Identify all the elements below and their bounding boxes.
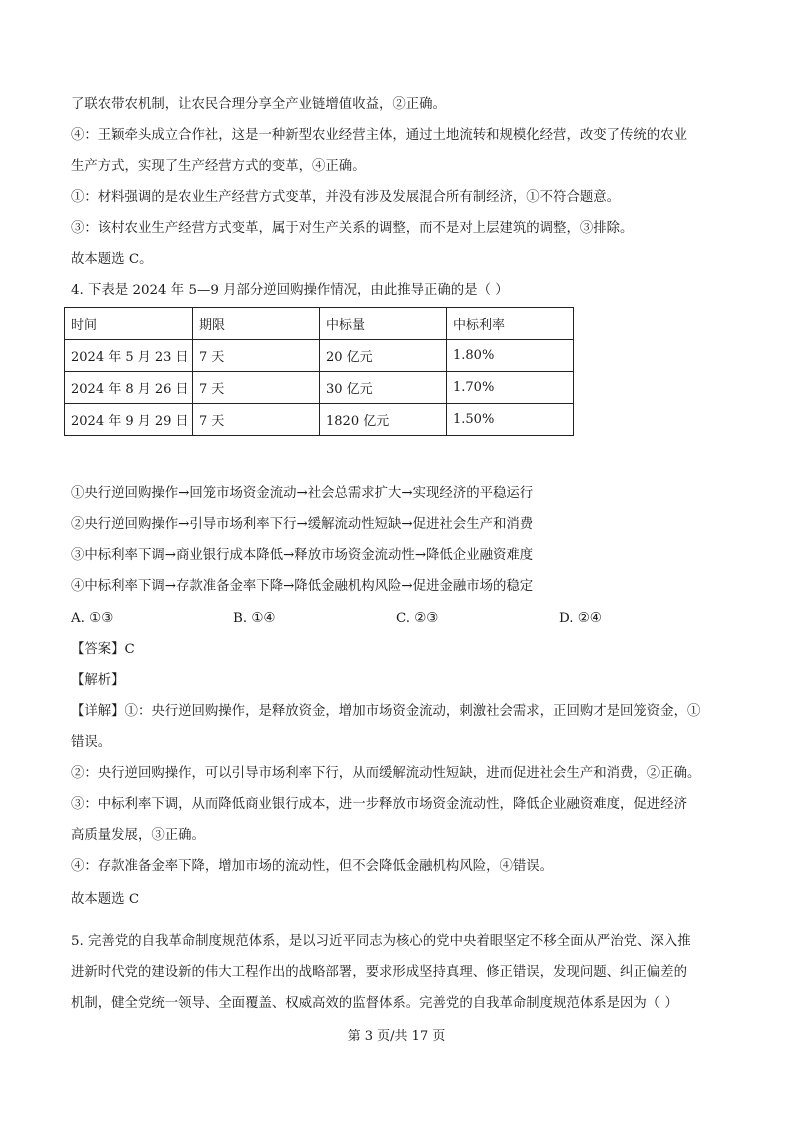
- option-b: B. ①④: [233, 611, 276, 626]
- table-cell: 20 亿元: [320, 340, 447, 372]
- question-5: 5. 完善党的自我革命制度规范体系，是以习近平同志为核心的党中央着眼坚定不移全面从严治党、深入推: [71, 934, 691, 949]
- statement-2: ②央行逆回购操作→引导市场利率下行→缓解流动性短缺→促进社会生产和消费: [71, 517, 534, 532]
- statement-1: ①央行逆回购操作→回笼市场资金流动→社会总需求扩大→实现经济的平稳运行: [71, 486, 534, 501]
- table-cell: 7 天: [193, 372, 320, 404]
- table-header: 中标利率: [447, 308, 574, 340]
- text-line: ③：该村农业生产经营方式变革，属于对生产关系的调整，而不是对上层建筑的调整，③排除。: [71, 221, 634, 236]
- analysis-label: 【解析】: [71, 673, 125, 688]
- text-line: 故本题选 C。: [71, 252, 153, 267]
- question-5: 进新时代党的建设新的伟大工程作出的战略部署，要求形成坚持真理、修正错误，发现问题、纠正偏差的: [71, 965, 687, 980]
- explain-line: 高质量发展，③正确。: [71, 828, 205, 843]
- table-header-row: [65, 308, 574, 340]
- text-line: ①：材料强调的是农业生产经营方式变革，并没有涉及发展混合所有制经济，①不符合题意。: [71, 190, 621, 205]
- table-header: 时间: [65, 308, 193, 340]
- explain-line: 【详解】①：央行逆回购操作，是释放资金，增加市场资金流动，刺激社会需求，正回购才是回笼资金，①: [71, 704, 701, 719]
- table-cell: 1820 亿元: [320, 404, 447, 436]
- table-row: [65, 340, 574, 372]
- table-cell: 2024 年 9 月 29 日: [65, 404, 193, 436]
- repo-table: [64, 307, 574, 436]
- table-cell: 1.80%: [447, 340, 574, 372]
- table-cell: 1.70%: [447, 372, 574, 404]
- question-4: 4. 下表是 2024 年 5—9 月部分逆回购操作情况，由此推导正确的是（ ）: [71, 283, 509, 298]
- table-row: [65, 372, 574, 404]
- table-header: 中标量: [320, 308, 447, 340]
- statement-3: ③中标利率下调→商业银行成本降低→释放市场资金流动性→降低企业融资难度: [71, 548, 534, 563]
- table-row: [65, 404, 574, 436]
- text-line: ④：王颖牵头成立合作社，这是一种新型农业经营主体，通过土地流转和规模化经营，改变了传统的农业: [71, 128, 687, 143]
- text-line: 了联农带农机制，让农民合理分享全产业链增值收益，②正确。: [71, 97, 446, 112]
- option-d: D. ②④: [559, 611, 602, 626]
- option-c: C. ②③: [396, 611, 439, 626]
- explain-line: ②：央行逆回购操作，可以引导市场利率下行，从而缓解流动性短缺，进而促进社会生产和消费，②正确。: [71, 766, 701, 781]
- explain-line: ④：存款准备金率下降，增加市场的流动性，但不会降低金融机构风险，④错误。: [71, 859, 554, 874]
- table-cell: 2024 年 5 月 23 日: [65, 340, 193, 372]
- explain-line: ③：中标利率下调，从而降低商业银行成本，进一步释放市场资金流动性，降低企业融资难度，促进经济: [71, 797, 687, 812]
- table-header: 期限: [193, 308, 320, 340]
- answer-label: 【答案】C: [71, 642, 135, 657]
- statement-4: ④中标利率下调→存款准备金率下降→降低金融机构风险→促进金融市场的稳定: [71, 579, 534, 594]
- explain-line: 错误。: [71, 735, 112, 750]
- table-cell: 7 天: [193, 404, 320, 436]
- page-footer: 第 3 页/共 17 页: [347, 1029, 446, 1044]
- explain-line: 故本题选 C: [71, 892, 140, 907]
- table-cell: 1.50%: [447, 404, 574, 436]
- table-cell: 2024 年 8 月 26 日: [65, 372, 193, 404]
- table-cell: 30 亿元: [320, 372, 447, 404]
- option-a: A. ①③: [71, 611, 114, 626]
- table-cell: 7 天: [193, 340, 320, 372]
- text-line: 生产方式，实现了生产经营方式的变革，④正确。: [71, 159, 366, 174]
- question-5: 机制，健全党统一领导、全面覆盖、权威高效的监督体系。完善党的自我革命制度规范体系是因为（ ）: [71, 996, 678, 1011]
